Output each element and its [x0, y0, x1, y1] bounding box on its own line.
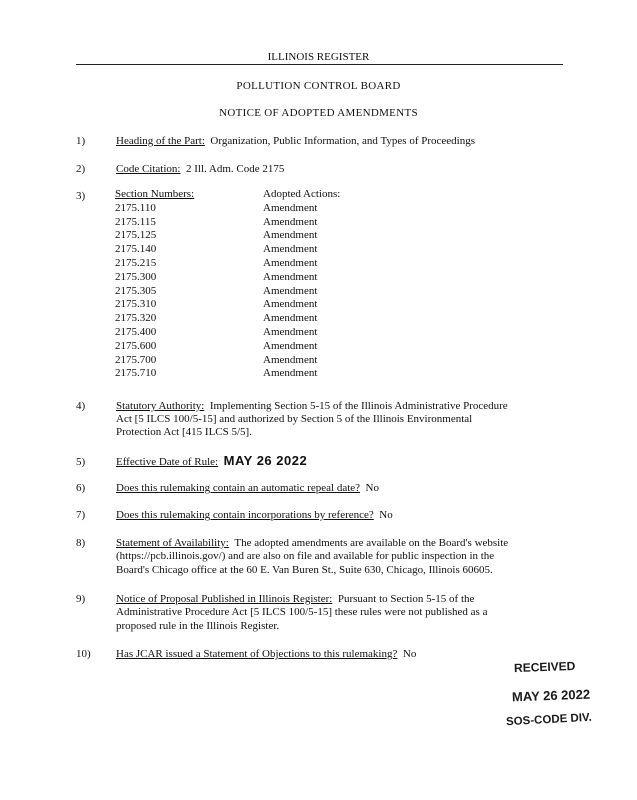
section-action: Amendment [263, 201, 318, 214]
section-number: 2175.320 [115, 312, 157, 325]
authority-line2: Act [5 ILCS 100/5-15] and authorized by Section 5 of the Illinois Environmental [116, 413, 473, 425]
section-row [115, 243, 340, 257]
item-effective [116, 454, 307, 469]
repeal-label: Does this rulemaking contain an automatic repeal date? [116, 482, 361, 494]
section-number: 2175.600 [115, 339, 157, 352]
authority-text: Implementing Section 5-15 of the Illinois Administrative Procedure [209, 400, 508, 412]
header-rule [76, 64, 563, 65]
section-row [115, 285, 340, 299]
item-repeal [116, 482, 379, 495]
section-number: 2175.110 [115, 201, 156, 214]
section-row [115, 216, 340, 230]
register-title: ILLINOIS REGISTER [267, 51, 370, 63]
authority-line1 [116, 400, 508, 413]
sections-header-row [115, 188, 340, 202]
incorporations-label: Does this rulemaking contain incorporations by reference? [116, 509, 374, 521]
item-incorporations [116, 509, 393, 522]
authority-label: Statutory Authority: [116, 400, 205, 412]
heading-label: Heading of the Part: [116, 135, 205, 147]
adopted-actions-header: Adopted Actions: [263, 188, 341, 200]
authority-line3: Protection Act [415 ILCS 5/5]. [116, 426, 252, 438]
proposal-line2: Administrative Procedure Act [5 ILCS 100/5-15] these rules were not published as a [116, 606, 488, 618]
item-number: 2) [76, 163, 86, 175]
item-citation [116, 163, 284, 176]
citation-text: 2 Ill. Adm. Code 2175 [185, 163, 285, 175]
agency-name: POLLUTION CONTROL BOARD [236, 80, 401, 92]
heading-text: Organization, Public Information, and Types of Proceedings [210, 135, 476, 147]
item-number: 1) [76, 135, 86, 147]
sections-table [115, 188, 340, 381]
section-action: Amendment [263, 325, 318, 338]
section-row [115, 312, 340, 326]
section-row [115, 367, 340, 381]
section-action: Amendment [263, 243, 318, 256]
notice-title: NOTICE OF ADOPTED AMENDMENTS [219, 107, 418, 119]
section-number: 2175.710 [115, 367, 157, 380]
section-number: 2175.115 [115, 215, 156, 228]
availability-line2: (https://pcb.illinois.gov/) and are also on file and available for public inspection in the [116, 550, 495, 562]
item-number: 3) [76, 190, 86, 202]
item-number: 7) [76, 509, 86, 521]
availability-text: The adopted amendments are available on the Board's website [234, 537, 509, 549]
section-row [115, 298, 340, 312]
section-row [115, 202, 340, 216]
item-number: 5) [76, 456, 86, 468]
availability-label: Statement of Availability: [116, 537, 229, 549]
section-number: 2175.140 [115, 243, 157, 256]
received-stamp: RECEIVED [513, 658, 576, 676]
received-stamp-office: SOS-CODE DIV. [505, 711, 593, 729]
proposal-line3: proposed rule in the Illinois Register. [116, 620, 280, 632]
section-number: 2175.700 [115, 353, 157, 366]
section-number: 2175.305 [115, 284, 157, 297]
objections-answer: No [402, 648, 417, 660]
item-number: 8) [76, 537, 86, 549]
section-action: Amendment [263, 284, 318, 297]
section-action: Amendment [263, 256, 318, 269]
section-action: Amendment [263, 367, 318, 380]
section-row [115, 257, 340, 271]
proposal-text: Pursuant to Section 5-15 of the [337, 593, 475, 605]
repeal-answer: No [365, 482, 379, 494]
item-number: 6) [76, 482, 86, 494]
received-stamp-date: MAY 26 2022 [511, 686, 591, 705]
item-number: 4) [76, 400, 86, 412]
section-action: Amendment [263, 229, 318, 242]
availability-line1 [116, 537, 508, 550]
section-action: Amendment [263, 339, 318, 352]
section-number: 2175.300 [115, 270, 157, 283]
item-objections [116, 648, 416, 661]
incorporations-answer: No [379, 509, 393, 521]
effective-label: Effective Date of Rule: [116, 456, 219, 468]
section-row [115, 354, 340, 368]
section-number: 2175.125 [115, 229, 157, 242]
proposal-line1 [116, 593, 474, 606]
section-number: 2175.215 [115, 256, 157, 269]
section-number: 2175.400 [115, 325, 157, 338]
section-action: Amendment [263, 312, 318, 325]
citation-label: Code Citation: [116, 163, 181, 175]
proposal-label: Notice of Proposal Published in Illinois Register: [116, 593, 333, 605]
section-row [115, 340, 340, 354]
item-heading [116, 135, 475, 148]
section-number: 2175.310 [115, 298, 157, 311]
section-row [115, 229, 340, 243]
section-action: Amendment [263, 270, 318, 283]
section-numbers-header: Section Numbers: [115, 188, 195, 200]
item-number: 10) [76, 648, 91, 660]
section-row [115, 271, 340, 285]
section-action: Amendment [263, 353, 318, 366]
section-row [115, 326, 340, 340]
item-number: 9) [76, 593, 86, 605]
availability-line3: Board's Chicago office at the 60 E. Van Buren St., Suite 630, Chicago, Illinois 60605. [116, 564, 493, 576]
effective-date-stamp: MAY 26 2022 [223, 453, 308, 468]
section-action: Amendment [263, 215, 318, 228]
section-action: Amendment [263, 298, 318, 311]
objections-label: Has JCAR issued a Statement of Objections to this rulemaking? [116, 648, 398, 660]
